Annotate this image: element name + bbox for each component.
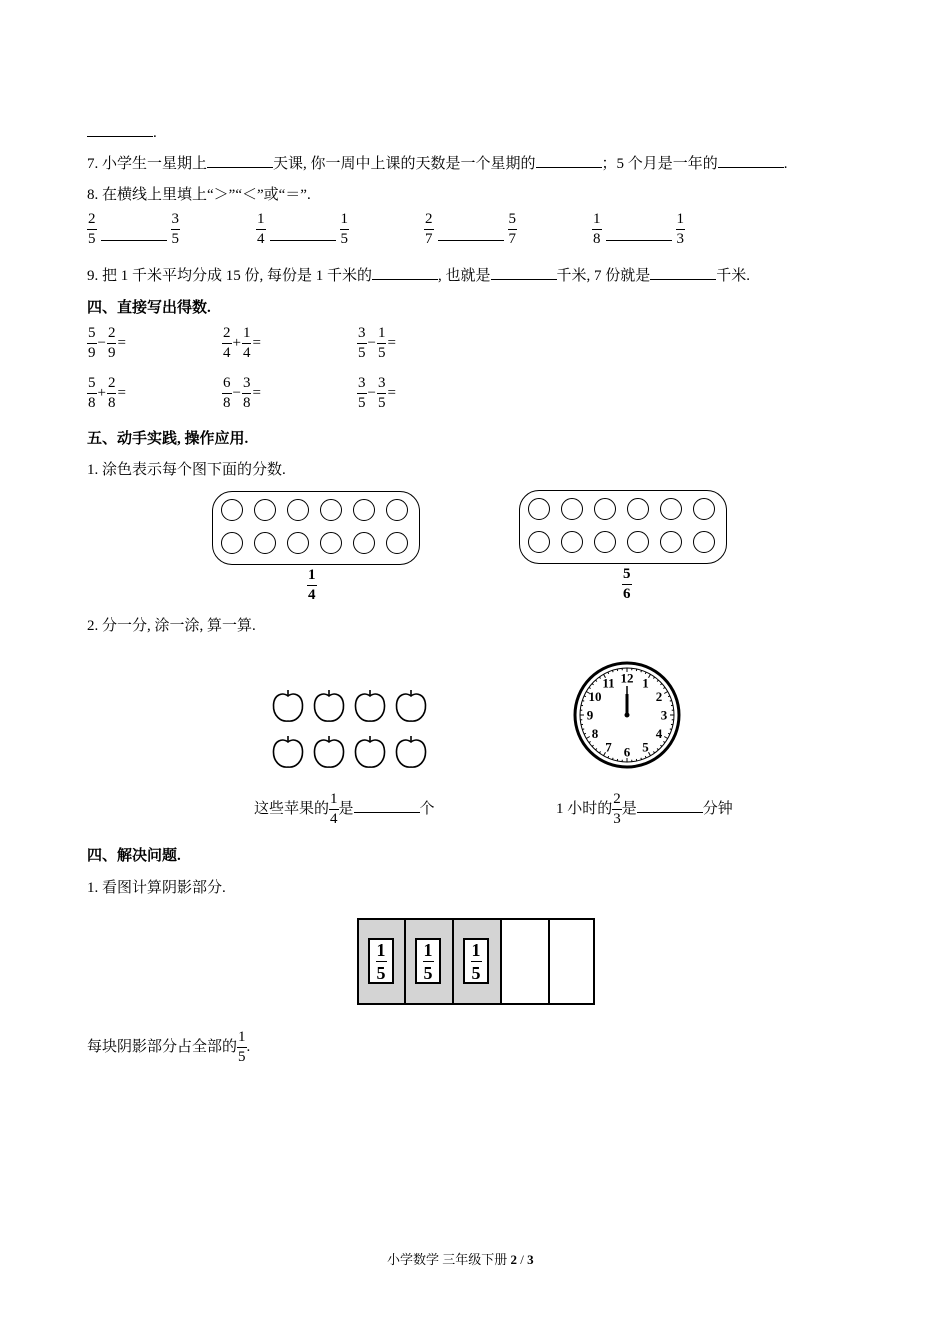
numerator: 1 — [257, 211, 265, 227]
circle-tray-1 — [212, 491, 420, 565]
circle[interactable] — [528, 498, 550, 520]
compare-pair — [424, 212, 517, 247]
numerator: 2 — [425, 211, 433, 227]
expression — [87, 326, 127, 361]
page-separator: / — [517, 1252, 528, 1267]
numerator: 5 — [88, 375, 96, 391]
clock-number: 11 — [602, 675, 615, 691]
clock-tick — [592, 745, 593, 746]
expression — [87, 376, 127, 411]
fraction — [357, 326, 367, 361]
apple-caption — [254, 792, 435, 827]
clock-tick — [670, 729, 672, 730]
fraction — [87, 376, 97, 411]
clock-tick — [664, 737, 667, 739]
clock-tick — [608, 672, 609, 674]
denominator: 8 — [242, 395, 251, 411]
apple-icon[interactable] — [396, 690, 425, 721]
circle[interactable] — [320, 532, 342, 554]
compare-blank[interactable] — [438, 240, 504, 241]
question-text: 2. 分一分, 涂一涂, 算一算. — [87, 618, 256, 634]
circle[interactable] — [221, 532, 243, 554]
fraction — [377, 326, 387, 361]
expression — [222, 326, 262, 361]
circle-tray-2 — [519, 490, 727, 564]
compare-pair — [256, 212, 349, 247]
denominator: 5 — [377, 395, 386, 411]
answer-blank[interactable] — [372, 265, 438, 280]
shaded-cell — [452, 918, 502, 1005]
denominator: 8 — [223, 395, 231, 411]
fraction — [376, 941, 387, 982]
clock-tick — [660, 745, 661, 746]
answer-blank[interactable] — [536, 153, 602, 168]
clock-number: 12 — [620, 670, 634, 686]
clock-tick — [582, 729, 584, 730]
denominator: 8 — [593, 231, 601, 247]
clock-tick — [645, 672, 646, 674]
clock-tick — [653, 677, 654, 679]
clock-tick — [649, 674, 651, 677]
fraction — [256, 212, 266, 247]
question-8-text: 8. 在横线上里填上“＞”“＜”或“＝”. — [87, 187, 311, 203]
apple-icon[interactable] — [355, 736, 384, 767]
circle[interactable] — [353, 532, 375, 554]
page-total: 3 — [527, 1252, 534, 1267]
expression — [357, 326, 397, 361]
circle[interactable] — [254, 532, 276, 554]
clock-tick — [649, 752, 651, 755]
numerator: 1 — [308, 567, 316, 583]
denominator: 5 — [358, 345, 366, 361]
circle[interactable] — [594, 498, 616, 520]
clock-tick — [668, 733, 670, 734]
footer-text: 小学数学 三年级下册 — [387, 1252, 511, 1267]
caption-text: 这些苹果的 — [254, 800, 330, 817]
apple-icon[interactable] — [314, 736, 343, 767]
circle[interactable] — [320, 499, 342, 521]
clock-tick — [663, 687, 665, 688]
fraction — [377, 376, 387, 411]
operator: + — [97, 385, 106, 401]
q9-text-c: 千米, 7 份就是 — [556, 268, 651, 284]
numerator: 1 — [340, 211, 348, 227]
circle[interactable] — [627, 498, 649, 520]
circle[interactable] — [693, 498, 715, 520]
clock-number: 4 — [655, 726, 663, 741]
operator: − — [367, 385, 376, 401]
question-7 — [87, 152, 788, 173]
q9-text-b: , 也就是 — [438, 268, 491, 284]
fraction — [307, 568, 317, 603]
section-title: 五、动手实践, 操作应用. — [87, 431, 249, 447]
denominator: 5 — [88, 231, 96, 247]
denominator: 4 — [330, 811, 338, 827]
equals-sign: = — [252, 335, 261, 351]
fraction — [87, 212, 97, 247]
fraction — [612, 792, 622, 827]
denominator: 4 — [308, 587, 316, 603]
empty-cell — [500, 918, 550, 1005]
caption-text: 每块阴影部分占全部的 — [87, 1038, 238, 1055]
q7-text-b: 天课, 你一周中上课的天数是一个星期的 — [273, 156, 536, 172]
clock-tick — [664, 692, 667, 694]
clock-tick — [592, 684, 593, 685]
denominator: 9 — [107, 345, 116, 361]
answer-blank[interactable] — [650, 265, 716, 280]
operator: − — [367, 335, 376, 351]
numerator: 1 — [377, 325, 386, 341]
circle[interactable] — [254, 499, 276, 521]
operator: + — [232, 335, 241, 351]
caption-text: 个 — [419, 800, 435, 817]
denominator: 8 — [107, 395, 116, 411]
numerator: 2 — [107, 325, 116, 341]
caption-text: 是 — [621, 800, 637, 817]
numerator: 1 — [242, 325, 251, 341]
fraction — [222, 376, 232, 411]
clock-number: 1 — [642, 675, 649, 691]
clock-number: 2 — [655, 689, 663, 704]
fraction — [471, 941, 482, 982]
circle[interactable] — [660, 498, 682, 520]
caption-text: 1 小时的 — [556, 800, 613, 817]
compare-blank[interactable] — [270, 240, 336, 241]
answer-blank[interactable] — [491, 265, 557, 280]
page-footer — [387, 1249, 534, 1268]
circle[interactable] — [386, 499, 408, 521]
apple-icon[interactable] — [273, 736, 302, 767]
clock-tick — [599, 677, 600, 679]
answer-blank[interactable] — [87, 122, 153, 137]
strip-caption — [87, 1030, 250, 1065]
apple-icon[interactable] — [355, 690, 384, 721]
clock-tick — [645, 756, 646, 758]
numerator: 3 — [171, 211, 179, 227]
apple-icon[interactable] — [314, 690, 343, 721]
fraction — [107, 326, 117, 361]
denominator: 5 — [171, 231, 179, 247]
clock-tick — [663, 741, 665, 742]
circle[interactable] — [353, 499, 375, 521]
question-text: 1. 涂色表示每个图下面的分数. — [87, 462, 286, 478]
circle[interactable] — [693, 531, 715, 553]
question-9 — [87, 264, 750, 285]
fraction — [242, 376, 252, 411]
denominator: 7 — [508, 231, 516, 247]
circle[interactable] — [594, 531, 616, 553]
fraction — [357, 376, 367, 411]
circle[interactable] — [561, 531, 583, 553]
clock-tick — [596, 748, 597, 749]
numerator: 1 — [330, 791, 338, 807]
denominator: 8 — [88, 395, 96, 411]
clock-tick — [670, 700, 672, 701]
clock-caption — [556, 792, 733, 827]
circle[interactable] — [221, 499, 243, 521]
clock-number: 6 — [623, 744, 631, 760]
question-text: 1. 看图计算阴影部分. — [87, 880, 226, 896]
denominator: 5 — [238, 1049, 246, 1065]
fraction — [171, 212, 181, 247]
apple-icon[interactable] — [396, 736, 425, 767]
numerator: 5 — [88, 325, 96, 341]
compare-blank[interactable] — [101, 240, 167, 241]
numerator: 1 — [676, 211, 684, 227]
numerator: 1 — [471, 939, 481, 960]
fraction — [423, 941, 434, 982]
fraction — [329, 792, 339, 827]
clock-tick — [582, 700, 584, 701]
equals-sign: = — [387, 335, 396, 351]
clock-tick — [596, 680, 597, 681]
denominator: 3 — [676, 231, 684, 247]
fraction — [340, 212, 350, 247]
q9-text-d: 千米. — [716, 268, 751, 284]
fraction — [676, 212, 686, 247]
q9-text-a: 9. 把 1 千米平均分成 15 份, 每份是 1 千米的 — [87, 268, 373, 284]
expression — [222, 376, 262, 411]
fraction — [622, 567, 632, 602]
denominator: 5 — [377, 345, 386, 361]
circle[interactable] — [561, 498, 583, 520]
clock-number: 5 — [642, 739, 649, 755]
period-text: . — [153, 125, 157, 141]
denominator: 5 — [358, 395, 366, 411]
clock-number: 3 — [660, 707, 668, 723]
denominator: 5 — [340, 231, 348, 247]
clock-tick — [599, 751, 600, 753]
numerator: 1 — [376, 939, 386, 960]
clock-icon — [572, 660, 682, 770]
fraction-tag — [368, 938, 394, 984]
top-fragment — [87, 122, 157, 142]
answer-blank[interactable] — [207, 153, 273, 168]
clock-tick — [641, 758, 642, 760]
numerator: 5 — [508, 211, 516, 227]
clock-tick — [586, 737, 589, 739]
fraction — [237, 1030, 247, 1065]
compare-pair — [592, 212, 685, 247]
numerator: 3 — [377, 375, 386, 391]
clock-tick — [657, 680, 658, 681]
fraction — [424, 212, 434, 247]
clock-number: 7 — [605, 739, 612, 755]
denominator: 4 — [223, 345, 231, 361]
fraction — [592, 212, 602, 247]
fraction — [107, 376, 117, 411]
numerator: 1 — [423, 939, 433, 960]
clock-center — [625, 713, 630, 718]
circle[interactable] — [627, 531, 649, 553]
numerator: 2 — [613, 791, 621, 807]
clock-number: 8 — [591, 726, 599, 741]
fraction-label-2 — [622, 567, 632, 602]
denominator: 5 — [423, 962, 433, 983]
circle[interactable] — [287, 499, 309, 521]
apple-icon[interactable] — [273, 690, 302, 721]
numerator: 3 — [358, 325, 366, 341]
circle[interactable] — [386, 532, 408, 554]
denominator: 7 — [425, 231, 433, 247]
answer-blank[interactable] — [354, 798, 420, 813]
clock-tick — [608, 756, 609, 758]
section-title: 四、直接写出得数. — [87, 300, 211, 316]
clock-tick — [657, 748, 658, 749]
equals-sign: = — [117, 385, 126, 401]
denominator: 6 — [623, 586, 631, 602]
clock-tick — [612, 670, 613, 672]
numerator: 2 — [107, 375, 116, 391]
fraction-tag — [415, 938, 441, 984]
caption-text: . — [246, 1038, 251, 1055]
denominator: 3 — [613, 811, 621, 827]
equals-sign: = — [252, 385, 261, 401]
page-number: 2 — [510, 1252, 518, 1267]
clock-tick — [653, 751, 654, 753]
denominator: 5 — [471, 962, 481, 983]
fraction-label-1 — [307, 568, 317, 603]
clock-tick — [668, 696, 670, 697]
numerator: 1 — [593, 211, 601, 227]
answer-blank[interactable] — [718, 153, 784, 168]
numerator: 3 — [242, 375, 251, 391]
equals-sign: = — [117, 335, 126, 351]
compare-pair — [87, 212, 180, 247]
denominator: 4 — [242, 345, 251, 361]
fraction-tag — [463, 938, 489, 984]
clock-number: 10 — [588, 689, 602, 704]
compare-blank[interactable] — [606, 240, 672, 241]
clock-number: 9 — [586, 707, 594, 723]
equals-sign: = — [387, 385, 396, 401]
circle[interactable] — [660, 531, 682, 553]
answer-blank[interactable] — [637, 798, 703, 813]
fraction — [222, 326, 232, 361]
caption-text: 是 — [338, 800, 354, 817]
numerator: 1 — [238, 1029, 246, 1045]
denominator: 5 — [376, 962, 386, 983]
denominator: 9 — [88, 345, 96, 361]
numerator: 6 — [223, 375, 231, 391]
clock-tick — [641, 670, 642, 672]
fraction — [242, 326, 252, 361]
numerator: 3 — [358, 375, 366, 391]
q7-text-a: 7. 小学生一星期上 — [87, 156, 208, 172]
caption-text: 分钟 — [702, 800, 733, 817]
numerator: 5 — [623, 566, 631, 582]
fraction — [87, 326, 97, 361]
apples-figure — [268, 686, 438, 774]
expression — [357, 376, 397, 411]
clock-tick — [660, 684, 661, 685]
denominator: 4 — [257, 231, 265, 247]
clock-tick — [584, 696, 586, 697]
q7-text-d: . — [783, 156, 788, 172]
fraction — [508, 212, 518, 247]
numerator: 2 — [88, 211, 96, 227]
section-title: 四、解决问题. — [87, 848, 181, 864]
clock-tick — [612, 758, 613, 760]
q7-text-c: ；5 个月是一年的 — [601, 156, 718, 172]
shaded-cell — [357, 918, 406, 1005]
operator: − — [232, 385, 241, 401]
clock-tick — [584, 733, 586, 734]
circle[interactable] — [528, 531, 550, 553]
numerator: 2 — [223, 325, 231, 341]
circle[interactable] — [287, 532, 309, 554]
empty-cell — [548, 918, 595, 1005]
operator: − — [97, 335, 106, 351]
clock-tick — [589, 741, 591, 742]
shaded-cell — [404, 918, 454, 1005]
